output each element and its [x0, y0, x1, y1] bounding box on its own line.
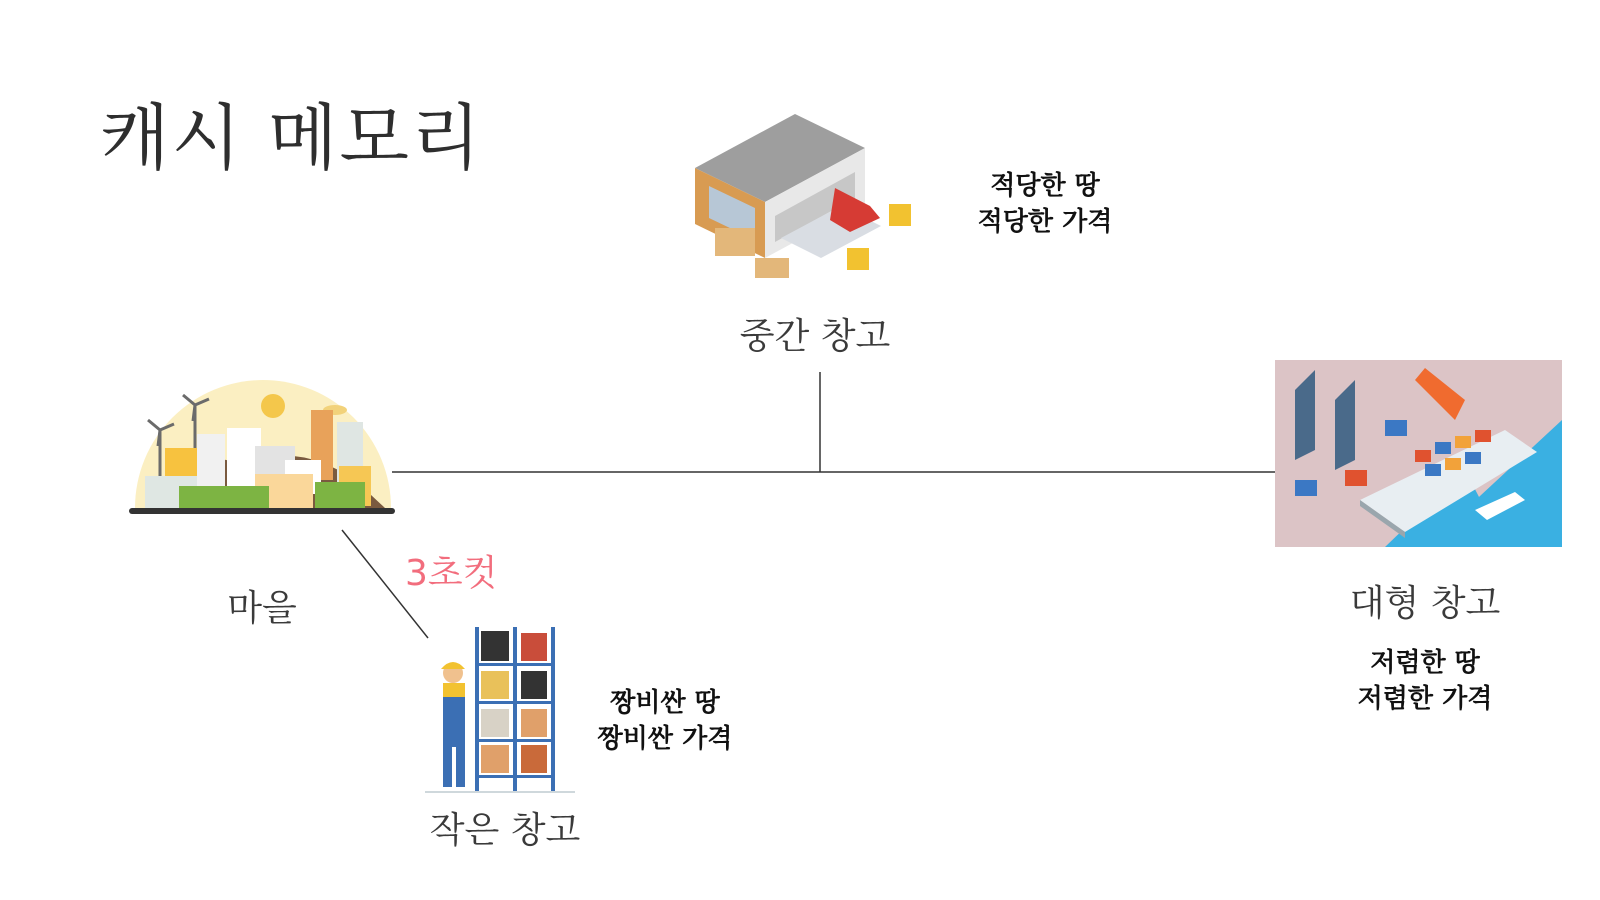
- large-warehouse-note-line1: 저렴한 땅: [1370, 648, 1480, 678]
- small-warehouse-note-line2: 짱비싼 가격: [597, 724, 733, 754]
- small-warehouse-note-line1: 짱비싼 땅: [610, 688, 720, 718]
- large-warehouse-illustration: [1275, 360, 1562, 547]
- page-title: 캐시 메모리: [100, 96, 483, 180]
- village-label: 마을: [227, 588, 297, 629]
- large-warehouse-note: [1305, 645, 1545, 717]
- village-illustration: [125, 370, 400, 530]
- large-warehouse-note-line2: 저렴한 가격: [1357, 684, 1493, 714]
- medium-warehouse-note-line1: 적당한 땅: [990, 171, 1100, 201]
- medium-warehouse-label: 중간 창고: [739, 316, 891, 357]
- medium-warehouse-note-line2: 적당한 가격: [977, 207, 1113, 237]
- small-warehouse-note: [545, 685, 785, 757]
- latency-label: 3초컷: [405, 553, 498, 594]
- medium-warehouse-note: [925, 168, 1165, 240]
- large-warehouse-label: 대형 창고: [1349, 583, 1501, 624]
- small-warehouse-label: 작은 창고: [429, 810, 581, 851]
- medium-warehouse-illustration: [685, 108, 945, 288]
